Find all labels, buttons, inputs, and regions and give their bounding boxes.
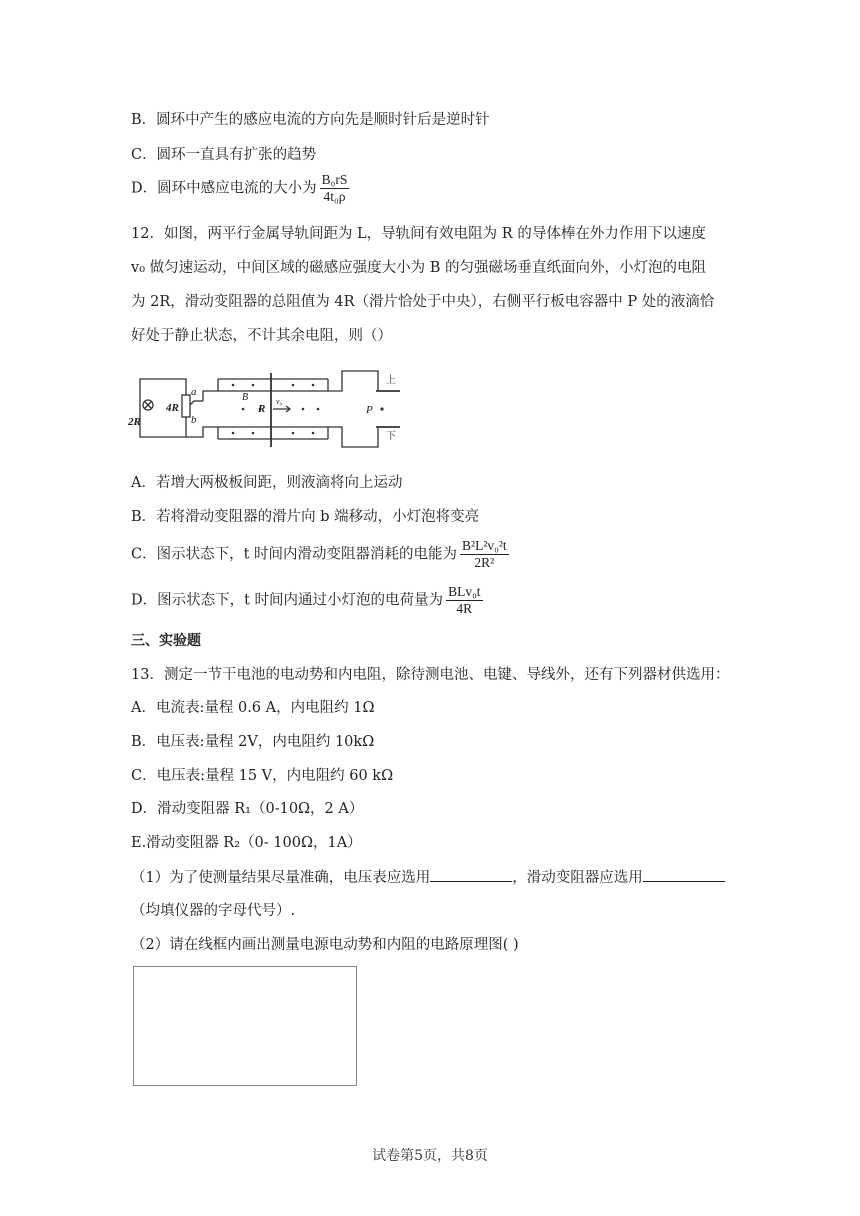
fraction-denominator: 4R	[456, 601, 473, 616]
q11-option-b: B．圆环中产生的感应电流的方向先是顺时针后是逆时针	[131, 112, 490, 128]
q11-option-d-text: D．圆环中感应电流的大小为	[131, 180, 317, 197]
q11-option-d-fraction	[320, 172, 350, 205]
q13-stem: 13．测定一节干电池的电动势和内电阻，除待测电池、电键、导线外，还有下列器材供选用：	[131, 667, 730, 683]
q13-part1-text-a: （1）为了使测量结果尽量准确，电压表应选用	[131, 870, 431, 886]
q12-stem-line-4: 好处于静止状态，不计其余电阻，则（）	[131, 328, 392, 344]
lamp-label: 2R	[128, 416, 141, 428]
q12-option-c	[131, 538, 509, 571]
droplet-label: P	[366, 404, 373, 416]
rheostat-label: 4R	[166, 402, 179, 414]
q11-option-c: C．圆环一直具有扩张的趋势	[131, 147, 317, 163]
q12-stem-line-3: 为 2R，滑动变阻器的总阻值为 4R（滑片恰处于中央），右侧平行板电容器中 P 处的液滴恰	[131, 294, 715, 310]
q12-option-d-fraction	[446, 584, 482, 617]
q13-option-a: A．电流表:量程 0.6 A，内电阻约 1Ω	[131, 700, 375, 716]
field-label: B	[242, 392, 249, 403]
q12-option-d-text: D．图示状态下，t 时间内通过小灯泡的电荷量为	[131, 592, 444, 609]
q13-option-c: C．电压表:量程 15 V，内电阻约 60 kΩ	[131, 768, 394, 784]
fraction-numerator: B₀rS	[321, 172, 348, 187]
q13-part1	[131, 867, 725, 888]
q13-part2: （2）请在线框内画出测量电源电动势和内阻的电路原理图( )	[131, 937, 519, 953]
q12-option-c-text: C．图示状态下，t 时间内滑动变阻器消耗的电能为	[131, 546, 458, 563]
velocity-label: v₀	[276, 397, 283, 406]
q12-option-c-fraction	[460, 538, 509, 571]
rheostat-answer-blank[interactable]	[643, 867, 725, 882]
fraction-numerator: B²L²v₀²t	[462, 538, 507, 553]
q13-part1-text-b: ，滑动变阻器应选用	[512, 870, 643, 886]
bottom-plate-label: 下	[386, 431, 396, 442]
fraction-numerator: BLv₀t	[448, 584, 481, 599]
q12-stem-line-2: v₀ 做匀速运动，中间区域的磁感应强度大小为 B 的匀强磁场垂直纸面向外，小灯泡的电阻	[131, 260, 706, 276]
page-footer: 试卷第5页，共8页	[372, 1148, 488, 1164]
top-plate-label: 上	[386, 375, 396, 386]
q12-circuit-figure	[128, 367, 404, 451]
fraction-denominator: 4t₀ρ	[323, 189, 346, 204]
section-heading: 三、实验题	[131, 633, 201, 649]
q12-option-a: A．若增大两极板间距，则液滴将向上运动	[131, 475, 403, 491]
q13-part1-note: （均填仪器的字母代号）.	[131, 903, 296, 919]
q13-option-e: E.滑动变阻器 R₂（0- 100Ω，1A）	[131, 835, 362, 851]
q13-option-b: B．电压表:量程 2V，内电阻约 10kΩ	[131, 734, 375, 750]
voltmeter-answer-blank[interactable]	[430, 867, 512, 882]
rod-label: R	[258, 403, 266, 415]
q13-option-d: D．滑动变阻器 R₁（0-10Ω，2 A）	[131, 801, 364, 817]
terminal-a-label: a	[191, 386, 197, 398]
fraction-denominator: 2R²	[474, 555, 495, 570]
terminal-b-label: b	[191, 414, 197, 426]
q12-option-b: B．若将滑动变阻器的滑片向 b 端移动，小灯泡将变亮	[131, 509, 480, 525]
q12-option-d	[131, 584, 483, 617]
q11-option-d	[131, 172, 349, 205]
q12-stem-line-1: 12．如图，两平行金属导轨间距为 L，导轨间有效电阻为 R 的导体棒在外力作用下以速度	[131, 226, 706, 242]
circuit-drawing-box[interactable]	[133, 966, 357, 1086]
